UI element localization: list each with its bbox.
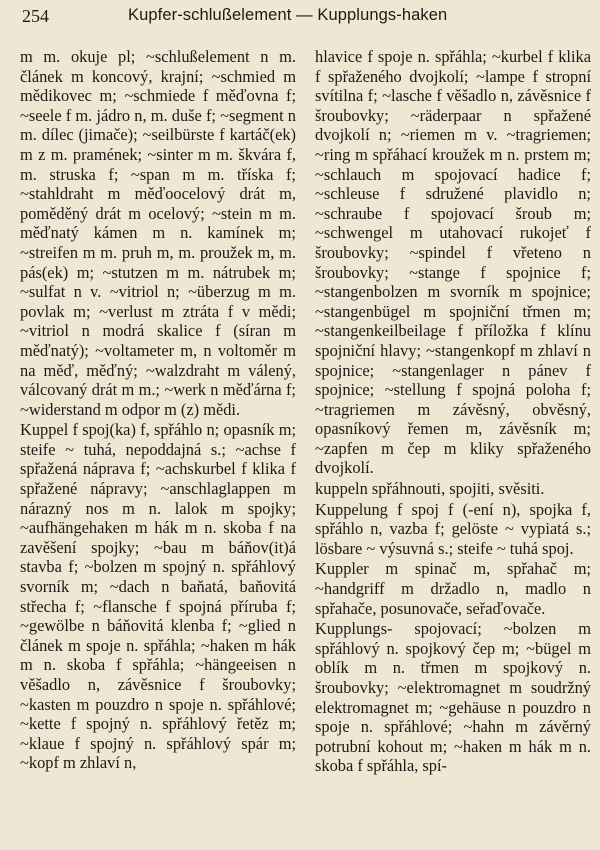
entry-paragraph: kuppeln spřáhnouti, spojiti, svěsiti. (315, 479, 545, 499)
entry-paragraph: Kupplungs- spojovací; ~bolzen m spřáhlový n. spojkový čep m; ~bügel m oblík m n. třmen m spojkový n. šroubovky; ~elektromagnet m soudržný elektromagnet m; ~gehäuse n pouzdro n spoje n. spřáhlové; ~hahn m závěrný potrubní kohout m; ~haken m hák m n. skoba f spřáhla, spí- (315, 619, 591, 776)
entry-paragraph: hlavice f spoje n. spřáhla; ~kurbel f klika f spřaženého dvojkolí; ~lampe f stropní svítilna f; ~lasche f věšadlo n, závěsnice f šroubovky; ~räderpaar n spřažené dvojkolí n; ~riemen m v. ~tragriemen; ~ring m spřáhací kroužek m n. prstem m; ~schlauch m spojovací hadice f; ~schleuse f sdružené plavidlo n; ~schraube f spojovací šroub m; ~schwengel m utahovací rukojeť f šroubovky; ~spindel f vřeteno n šroubovky; ~stange f spojnice f; ~stangenbolzen m svorník m spojnice; ~stangenbügel m spojniční třmen m; ~stangenkeilbeilage f příložka f klínu spojniční hlavy; ~stangenkopf m zhlaví n spojnice; ~stangenlager n pánev f spojnice; ~stellung f spojná poloha f; ~tragriemen m závěsný, obvěsný, opasníkový řemen m, závěsník m; ~zapfen m čep m kliky spřaženého dvojkolí. (315, 47, 591, 478)
running-head: Kupfer-schlußelement — Kupplungs-haken (128, 6, 448, 24)
entry-paragraph: Kuppler m spinač m, spřahač m; ~handgriff m držadlo n, madlo n spřahače, posunovače, seřaďovače. (315, 559, 591, 618)
left-column (20, 47, 296, 847)
right-column (315, 47, 591, 847)
entry-paragraph: Kuppelung f spoj f (-ení n), spojka f, spřáhlo n, vazba f; gelöste ~ vypiatá s.; lösbare ~ výsuvná s.; steife ~ tuhá spoj. (315, 499, 591, 558)
entry-paragraph: Kuppel f spoj(ka) f, spřáhlo n; opasník m; steife ~ tuhá, nepoddajná s.; ~achse f spřažená náprava f; ~achskurbel f klika f spřažené nápravy; ~anschlaglappen m nárazný nos m n. lalok m spojky; ~aufhängehaken m hák m n. skoba f na zavěšení spojky; ~bau m báňov(it)á stavba f; ~bolzen m spojný n. spřáhlový svorník m; ~dach n baňatá, baňovitá střecha f; ~flansche f spojná příruba f; ~gewölbe n báňovitá klenba f; ~glied n článek m spoje n. spřáhla; ~haken m hák m n. skoba f spřáhla; ~hängeeisen n věšadlo n, závěsnice f šroubovky; ~kasten m pouzdro n spoje n. spřáhlové; ~kette f spojný n. spřáhlový řetěz m; ~klaue f spojný n. spřáhlový spár m; ~kopf m zhlaví n, (20, 420, 296, 773)
page-header (0, 0, 600, 34)
entry-paragraph: m m. okuje pl; ~schlußelement n m. článek m koncový, krajní; ~schmied m mědikovec m; ~schmiede f měďovna f; ~seele f m. jádro n, m. duše f; ~segment n m. dílec (jimače); ~seilbürste f kartáč(ek) m z m. pramének; ~sinter m m. škvára f, m. struska f; ~span m m. tříska f; ~stahldraht m měďoocelový drát m, poměděný drát m ocelový; ~stein m m. měďnatý kámen m n. kamínek m; ~streifen m m. pruh m, m. proužek m, m. pás(ek) m; ~stutzen m m. nátrubek m; ~sulfat n v. ~vitriol n; ~überzug m m. povlak m; ~verlust m ztráta f v mědi; ~vitriol n modrá skalice f (síran m měďnatý); ~voltameter m, n voltoměr m na měď, měďný; ~walzdraht m válený, válcovaný drát m m.; ~werk n měďárna f; ~widerstand m odpor m (z) mědi. (20, 47, 296, 419)
page-number: 254 (22, 6, 49, 26)
